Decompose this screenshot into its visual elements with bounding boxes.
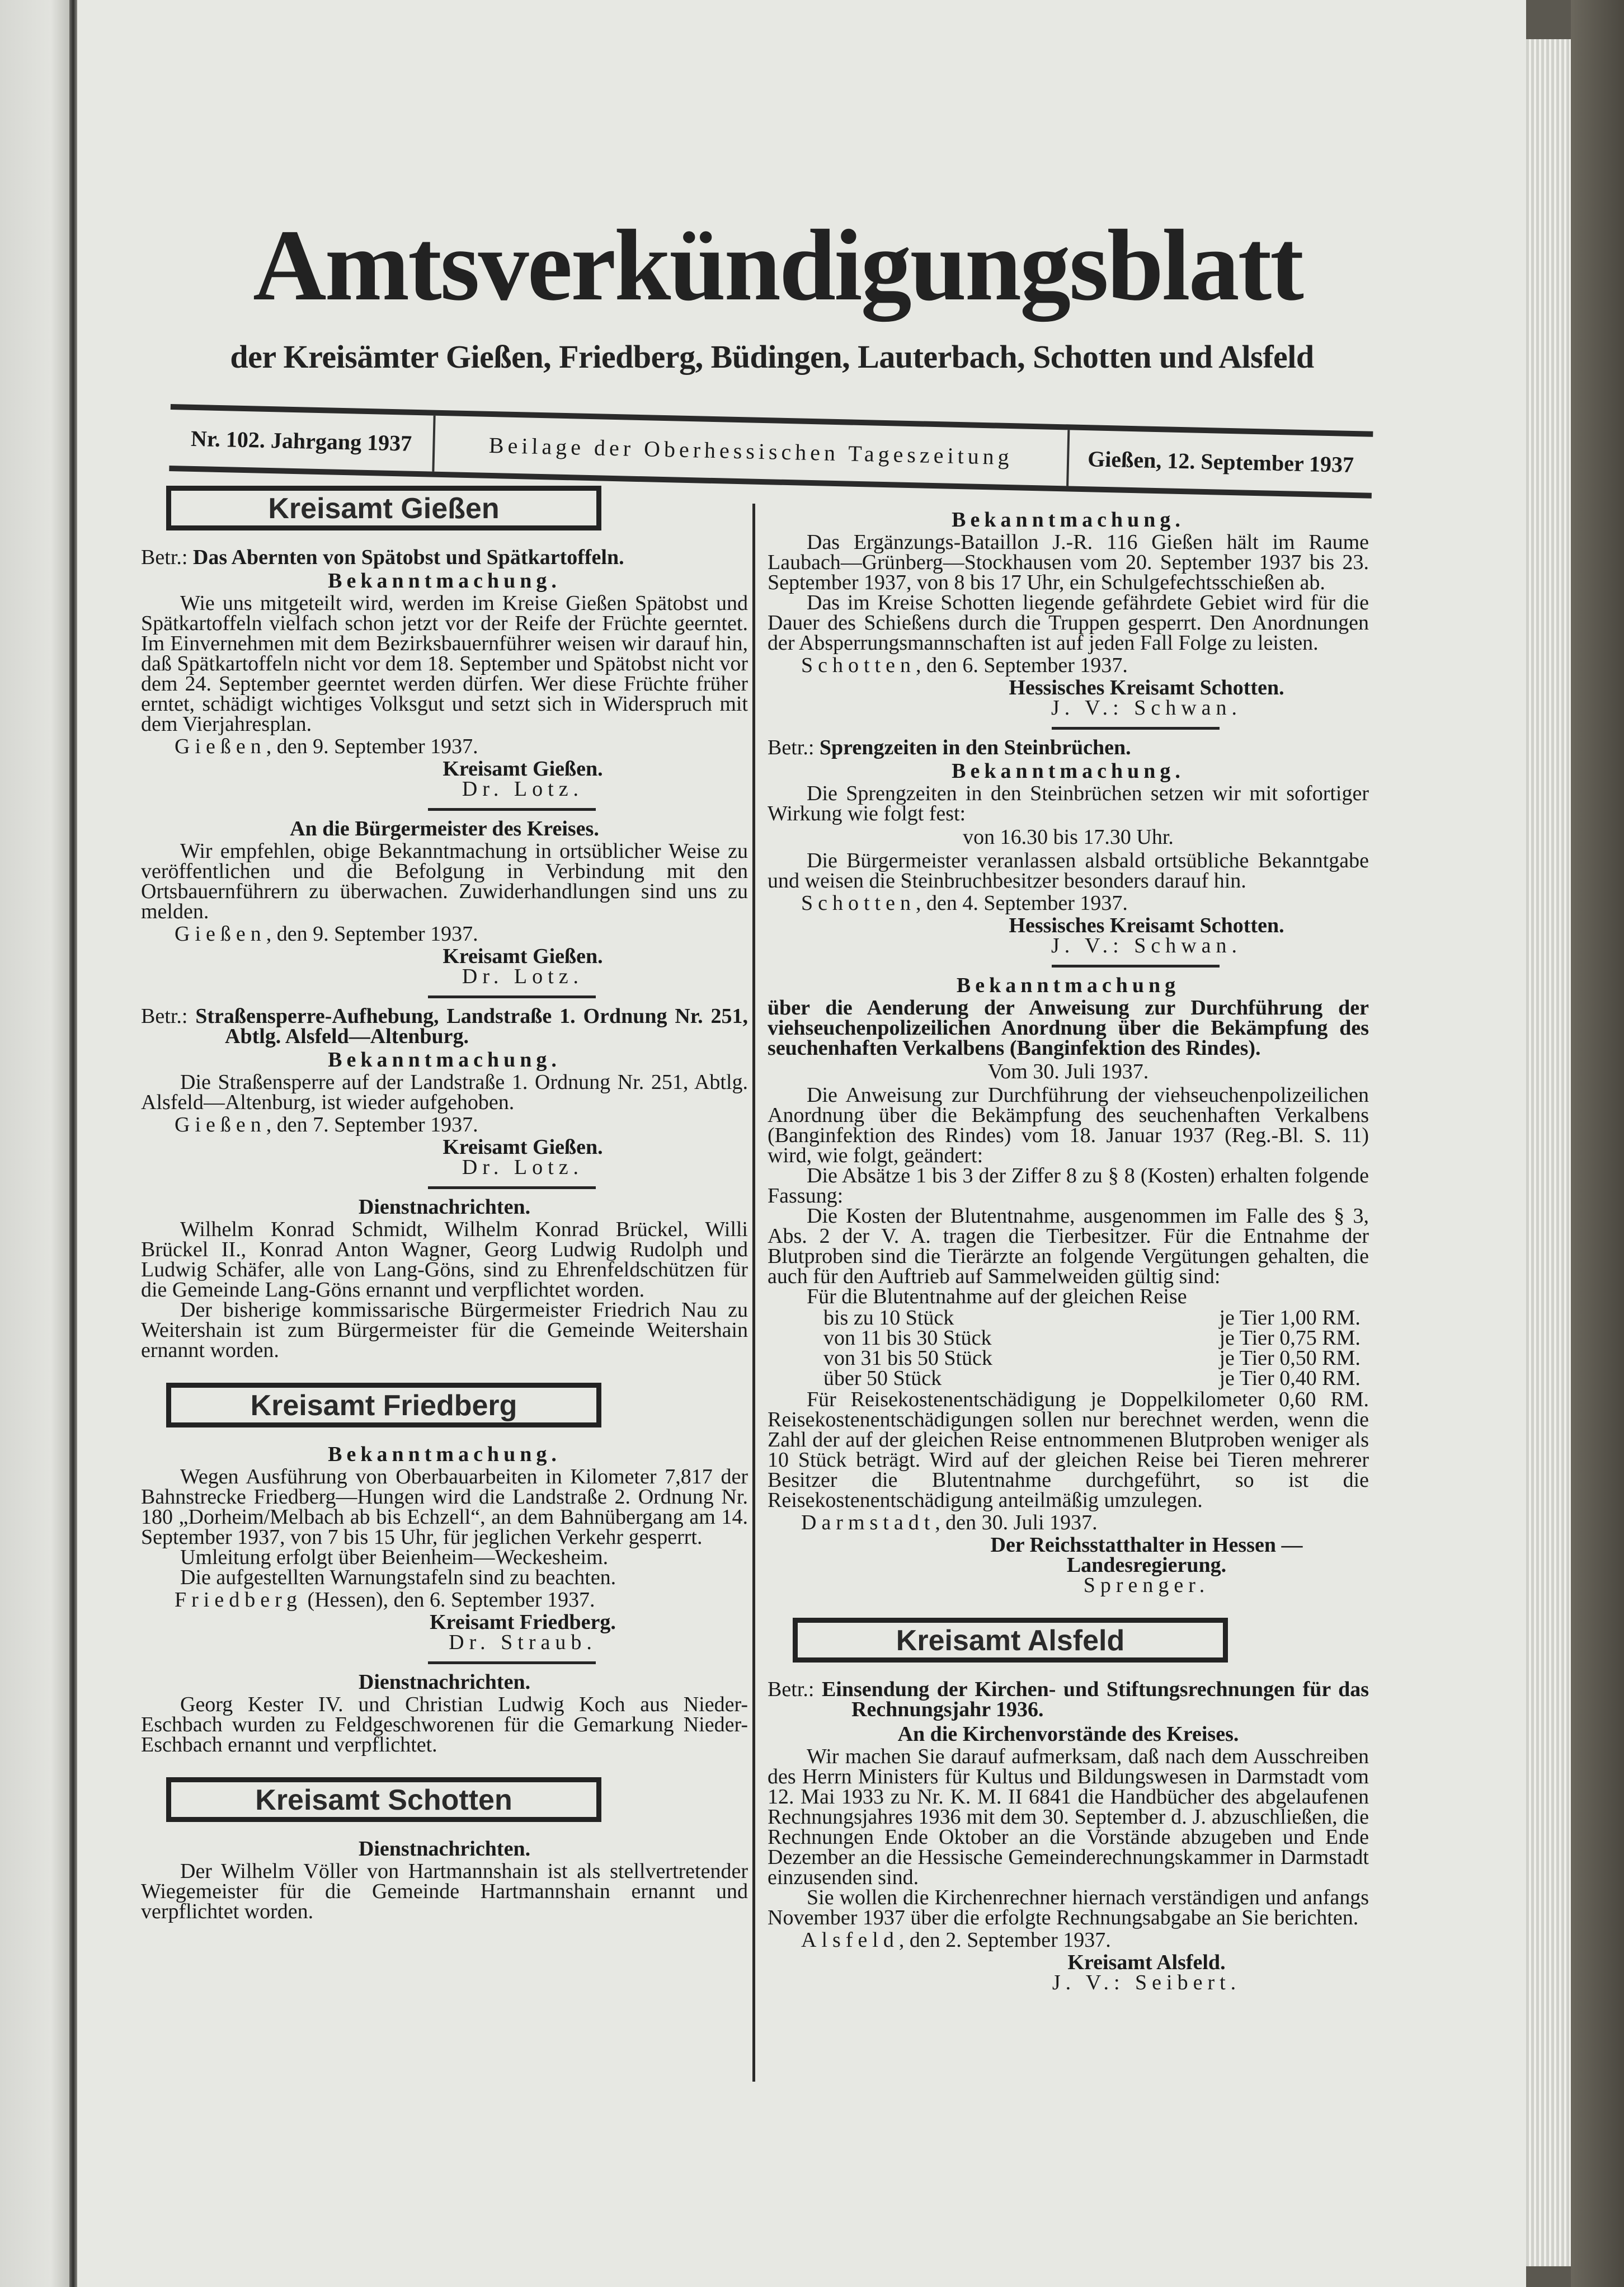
signature-office: Hessisches Kreisamt Schotten. — [1009, 914, 1284, 937]
place-name: Alsfeld — [801, 1928, 899, 1952]
spacer — [141, 1755, 748, 1777]
signature-office: Hessisches Kreisamt Schotten. — [1009, 676, 1284, 699]
date-text: , den 4. September 1937. — [915, 891, 1128, 915]
date-text: , den 9. September 1937. — [266, 735, 478, 758]
paragraph: Das Ergänzungs-Bataillon J.-R. 116 Gießen hält im Raume Laubach—Grünberg—Stockhausen vom 20. September 1937 bis 23. September 1937, von 8 bis 17 Uhr, ein Schulgefechtsschießen ab. — [768, 530, 1369, 594]
notice-subheading: An die Bürgermeister des Kreises. — [290, 817, 599, 840]
fee-amount: je Tier 0,75 RM. — [1219, 1326, 1361, 1350]
date-text: , den 7. September 1937. — [266, 1113, 478, 1137]
centered-line: von 16.30 bis 17.30 Uhr. — [963, 825, 1174, 849]
paragraph: Wilhelm Konrad Schmidt, Wilhelm Konrad Brückel, Willi Brückel II., Konrad Anton Wagner, Georg Ludwig Rudolph und Ludwig Schäfer, alle von Lang-Göns, sind zu Ehrenfeldschützen für die Gemeinde Lang-Göns ernannt und verpflichtet worden. — [141, 1218, 748, 1302]
paragraph: Die Anweisung zur Durchführung der viehseuchenpolizeilichen Anordnung über die Bekämpfung des seuchenhaften Verkalbens (Banginfektion des Rindes) vom 18. Januar 1937 (Reg.-Bl. S. 11) wird, wie folgt, geändert: — [768, 1083, 1369, 1167]
signature-name: J. V.: Schwan. — [1051, 696, 1242, 720]
signature-office: Kreisamt Friedberg. — [430, 1610, 616, 1634]
notice-lead: über die Aenderung der Anweisung zur Durchführung der viehseuchenpolizeilichen Anordnung über die Bekämpfung des seuchenhaften Verkalbens (Banginfektion des Rindes). — [768, 996, 1369, 1060]
signature-name: Sprenger. — [1083, 1574, 1210, 1597]
place-date-line — [768, 1513, 1369, 1533]
date-text: , den 6. September 1937. — [915, 654, 1128, 677]
notice-heading: Bekanntmachung. — [952, 759, 1185, 783]
paragraph: Wir empfehlen, obige Bekanntmachung in ortsüblicher Weise zu veröffentlichen und die Befolgung in Verbindung mit den Ortsbauernführern zu überwachen. Zuwiderhandlungen sind uns zu melden. — [141, 839, 748, 923]
section-header-box: Kreisamt Gießen — [166, 486, 601, 530]
subject-text: Straßensperre-Aufhebung, Landstraße 1. Ordnung Nr. 251, Abtlg. Alsfeld—Altenburg. — [195, 1004, 748, 1048]
section-header-box: Kreisamt Friedberg — [166, 1383, 601, 1427]
notice-subheading: Dienstnachrichten. — [358, 1670, 531, 1694]
subject-label: Betr.: — [141, 546, 188, 569]
masthead-subtitle: der Kreisämter Gießen, Friedberg, Büdingen, Lauterbach, Schotten und Alsfeld — [230, 339, 1314, 375]
subject-line — [768, 738, 1369, 758]
place-name: Gießen — [175, 922, 266, 946]
subject-label: Betr.: — [141, 1004, 188, 1028]
subject-line — [141, 547, 748, 567]
paragraph: Georg Kester IV. und Christian Ludwig Koch aus Nieder-Eschbach wurden zu Feldgeschworenen für die Gemarkung Nieder-Eschbach ernannt und verpflichtet. — [141, 1693, 748, 1757]
section-rule — [1052, 965, 1220, 968]
fee-range: von 11 bis 30 Stück — [823, 1326, 992, 1350]
paragraph: Für die Blutentnahme auf der gleichen Reise — [807, 1285, 1187, 1308]
fee-amount: je Tier 0,50 RM. — [1219, 1346, 1361, 1370]
place-date-line — [141, 1590, 748, 1610]
signature-office: Kreisamt Gießen. — [443, 945, 603, 968]
date-text: , den 2. September 1937. — [898, 1928, 1111, 1952]
paragraph: Der Wilhelm Völler von Hartmannshain ist als stellvertretender Wiegemeister für die Gemeinde Hartmannshain ernannt und verpflichtet worden. — [141, 1859, 748, 1923]
notice-subheading: Dienstnachrichten. — [358, 1195, 531, 1219]
section-rule — [428, 995, 596, 998]
column-divider — [752, 504, 755, 2082]
signature-name: Dr. Straub. — [449, 1631, 597, 1654]
section-rule — [428, 1186, 596, 1189]
signature-name: Dr. Lotz. — [462, 965, 584, 988]
spacer — [141, 1360, 748, 1383]
subject-label: Betr.: — [768, 1678, 815, 1701]
dateline: Gießen, 12. September 1937 — [1087, 445, 1354, 477]
notice-heading: Bekanntmachung. — [328, 1443, 561, 1466]
centered-line: Vom 30. Juli 1937. — [987, 1060, 1149, 1083]
paragraph: Die aufgestellten Warnungstafeln sind zu beachten. — [180, 1566, 616, 1589]
fee-amount: je Tier 0,40 RM. — [1219, 1366, 1361, 1390]
paragraph: Sie wollen die Kirchenrechner hiernach verständigen und anfangs November 1937 über die erfolgte Rechnungsabgabe an Sie berichten. — [768, 1886, 1369, 1929]
supplement-line: Beilage der Oberhessischen Tageszeitung — [434, 416, 1070, 486]
right-column — [768, 506, 1369, 1993]
paragraph: Für Reisekostenentschädigung je Doppelkilometer 0,60 RM. Reisekostenentschädigungen sollen nur berechnet werden, wenn die Zahl der auf der gleichen Reise entnommenen Blutproben weniger als 10 Stück beträgt. Wird auf der gleichen Reise bei Tieren mehrerer Besitzer die Blutentnahme durchgeführt, so ist die Reisekostenentschädigung anteilmäßig umzulegen. — [768, 1388, 1369, 1512]
notice-heading: Bekanntmachung. — [328, 1048, 561, 1072]
subject-text: Sprengzeiten in den Steinbrüchen. — [819, 736, 1131, 759]
fee-range: über 50 Stück — [823, 1366, 942, 1390]
place-date-line — [141, 924, 748, 944]
fee-range: von 31 bis 50 Stück — [823, 1346, 992, 1370]
subject-label: Betr.: — [768, 736, 815, 759]
notice-heading: Bekanntmachung — [956, 974, 1180, 997]
section-rule — [428, 1661, 596, 1664]
left-column — [141, 486, 748, 1922]
issue-number: Nr. 102. Jahrgang 1937 — [170, 410, 436, 472]
section-header-box: Kreisamt Schotten — [166, 1777, 601, 1822]
signature-name: J. V.: Seibert. — [1052, 1971, 1241, 1994]
signature-office: Kreisamt Gießen. — [443, 757, 603, 781]
signature-office: Kreisamt Alsfeld. — [1067, 1951, 1226, 1974]
paragraph: Das im Kreise Schotten liegende gefährdete Gebiet wird für die Dauer des Schießens durch die Truppen gesperrt. Den Anordnungen der Absperrungsmannschaften ist auf jeden Fall Folge zu leisten. — [768, 591, 1369, 655]
facing-page — [0, 0, 73, 2287]
paragraph: Die Sprengzeiten in den Steinbrüchen setzen wir mit sofortiger Wirkung wie folgt fest: — [768, 782, 1369, 825]
place-date-line — [768, 1930, 1369, 1950]
place-name: Gießen — [175, 1113, 266, 1137]
book-cover — [1571, 0, 1624, 2287]
fee-amount: je Tier 1,00 RM. — [1219, 1306, 1361, 1330]
fee-range: bis zu 10 Stück — [823, 1306, 954, 1330]
paragraph: Die Straßensperre auf der Landstraße 1. Ordnung Nr. 251, Abtlg. Alsfeld—Altenburg, ist wieder aufgehoben. — [141, 1070, 748, 1114]
subject-line — [141, 1006, 748, 1046]
paragraph: Umleitung erfolgt über Beienheim—Weckesheim. — [180, 1546, 609, 1569]
section-rule — [428, 808, 596, 811]
page-edges — [1526, 39, 1571, 2266]
place-name: Gießen — [175, 735, 266, 758]
signature-office: Kreisamt Gießen. — [443, 1135, 603, 1159]
place-date-line — [768, 893, 1369, 913]
signature-name: J. V.: Schwan. — [1051, 934, 1242, 957]
notice-heading: Bekanntmachung. — [952, 508, 1185, 532]
paragraph: Die Bürgermeister veranlassen alsbald ortsübliche Bekanntgabe und weisen die Steinbruchbesitzer besonders darauf hin. — [768, 849, 1369, 893]
notice-subheading: Dienstnachrichten. — [358, 1837, 531, 1861]
paragraph: Die Kosten der Blutentnahme, ausgenommen im Falle des § 3, Abs. 2 der V. A. tragen die Tierbesitzer. Für die Entnahme der Blutproben sind die Tierärzte an folgende Vergütungen gehalten, die auch für den Auftrieb auf Sammelweiden gültig sind: — [768, 1204, 1369, 1288]
fee-table — [768, 1308, 1369, 1388]
place-date-line — [768, 655, 1369, 675]
signature-name: Dr. Lotz. — [462, 1156, 584, 1179]
paragraph: Der bisherige kommissarische Bürgermeister Friedrich Nau zu Weitershain ist zum Bürgermeister für die Gemeinde Weitershain ernannt worden. — [141, 1298, 748, 1362]
paragraph: Wie uns mitgeteilt wird, werden im Kreise Gießen Spätobst und Spätkartoffeln vielfach schon jetzt vor der Reife der Früchte geerntet. Im Einvernehmen mit dem Bezirksbauernführer weisen wir darauf hin, daß Spätkartoffeln nicht vor dem 18. September und Spätobst nicht vor dem 24. September geerntet werden dürfen. Wer diese Früchte früher erntet, schädigt wichtiges Volksgut und setzt sich in Widerspruch mit dem Vierjahresplan. — [141, 591, 748, 736]
paragraph: Wir machen Sie darauf aufmerksam, daß nach dem Ausschreiben des Herrn Ministers für Kultus und Bildungswesen in Darmstadt vom 12. Mai 1933 zu Nr. K. M. II 6841 die Handbücher des abgelaufenen Rechnungsjahres 1936 mit dem 30. September d. J. abzuschließen, die Rechnungen Ende Oktober an die Vorstände abzugeben und Ende Dezember an die Hessische Gemeinderechnungskammer in Darmstadt einzusenden sind. — [768, 1745, 1369, 1889]
notice-heading: Bekanntmachung. — [328, 569, 561, 593]
section-rule — [1052, 727, 1220, 730]
notice-subheading: An die Kirchenvorstände des Kreises. — [897, 1722, 1239, 1746]
paragraph: Wegen Ausführung von Oberbauarbeiten in Kilometer 7,817 der Bahnstrecke Friedberg—Hungen wird die Landstraße 2. Ordnung Nr. 180 „Dorheim/Melbach ab bis Echzell“, an dem Bahnübergang am 14. September 1937, von 7 bis 15 Uhr, für jeglichen Verkehr gesperrt. — [141, 1465, 748, 1549]
subject-text: Einsendung der Kirchen- und Stiftungsrechnungen für das Rechnungsjahr 1936. — [821, 1678, 1369, 1721]
signature-office: Der Reichsstatthalter in Hessen — Landesregierung. — [990, 1533, 1303, 1577]
place-name: Friedberg — [175, 1588, 303, 1612]
place-date-line — [141, 1115, 748, 1135]
date-text: , den 9. September 1937. — [266, 922, 478, 946]
subject-text: Das Abernten von Spätobst und Spätkartoffeln. — [192, 546, 624, 569]
subject-line — [768, 1679, 1369, 1720]
date-text: , den 30. Juli 1937. — [935, 1511, 1098, 1534]
place-name: Darmstadt — [801, 1511, 935, 1534]
date-text: (Hessen), den 6. September 1937. — [302, 1588, 595, 1612]
place-date-line — [141, 736, 748, 757]
place-name: Schotten — [801, 891, 916, 915]
masthead-title: Amtsverkündigungsblatt — [253, 209, 1302, 322]
spacer — [768, 1595, 1369, 1618]
place-name: Schotten — [801, 654, 916, 677]
paragraph: Die Absätze 1 bis 3 der Ziffer 8 zu § 8 (Kosten) erhalten folgende Fassung: — [768, 1164, 1369, 1208]
signature-name: Dr. Lotz. — [462, 777, 584, 801]
section-header-box: Kreisamt Alsfeld — [793, 1618, 1228, 1663]
book-gutter — [69, 0, 77, 2287]
